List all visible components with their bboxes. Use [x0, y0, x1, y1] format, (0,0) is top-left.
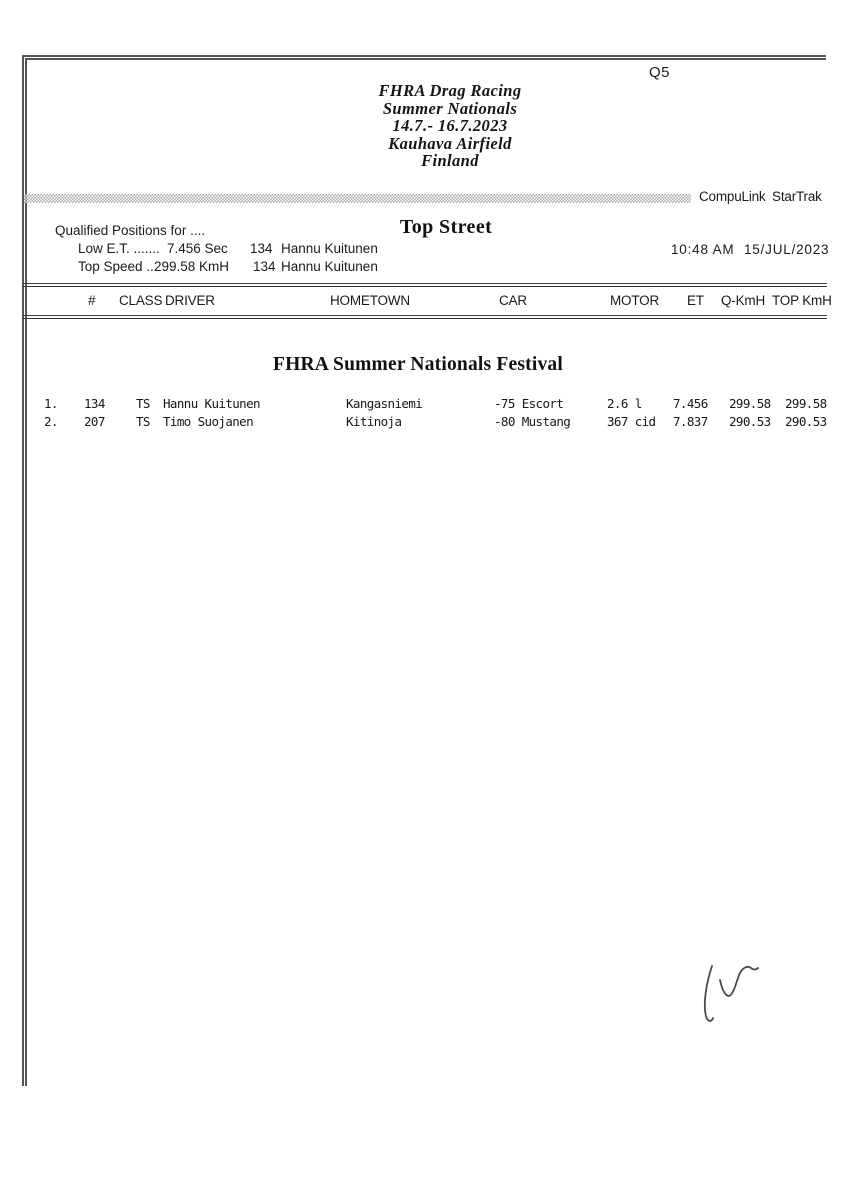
print-date: 15/JUL/2023 [744, 242, 830, 257]
header-rule-top [22, 283, 827, 287]
col-header-driver: DRIVER [165, 293, 215, 308]
col-header-et: ET [687, 293, 704, 308]
cell-et: 7.456 [673, 396, 708, 411]
cell-motor: 367 cid [607, 414, 656, 429]
top-speed-entrant-name: Hannu Kuitunen [281, 259, 378, 274]
col-header-topkmh: TOP KmH [772, 293, 832, 308]
col-header-class: CLASS [119, 293, 163, 308]
handwritten-signature-mark [688, 948, 780, 1040]
col-header-qkmh: Q-KmH [721, 293, 765, 308]
event-header-line2: Summer Nationals [382, 98, 518, 118]
cell-position: 2. [44, 414, 58, 429]
cell-car: -80 Mustang [494, 414, 571, 429]
header-rule-bottom [22, 315, 827, 319]
low-et-entrant-number: 134 [250, 241, 273, 256]
event-header-line1: FHRA Drag Racing [378, 81, 522, 100]
dotted-separator [24, 194, 691, 203]
table-row [0, 414, 848, 432]
top-speed-label: Top Speed ... [78, 259, 158, 274]
low-et-value: 7.456 Sec [167, 241, 228, 256]
top-speed-value: 299.58 KmH [154, 259, 230, 274]
timing-system-brand: CompuLink StarTrak [699, 189, 822, 204]
col-header-car: CAR [499, 293, 527, 308]
page-border-frame [22, 55, 826, 1086]
low-et-entrant-name: Hannu Kuitunen [281, 241, 378, 256]
print-time: 10:48 AM [671, 242, 735, 257]
cell-topkmh: 299.58 [785, 396, 827, 411]
cell-number: 134 [84, 396, 105, 411]
cell-driver: Hannu Kuitunen [163, 396, 260, 411]
cell-driver: Timo Suojanen [163, 414, 254, 429]
event-header [300, 82, 600, 170]
low-et-label: Low E.T. ....... [78, 241, 160, 256]
cell-qkmh: 299.58 [729, 396, 771, 411]
cell-motor: 2.6 l [607, 396, 642, 411]
cell-hometown: Kitinoja [346, 414, 402, 429]
cell-qkmh: 290.53 [729, 414, 771, 429]
festival-section-title: FHRA Summer Nationals Festival [272, 354, 563, 375]
event-header-line3: 14.7.- 16.7.2023 [392, 116, 508, 136]
table-row [0, 396, 848, 414]
col-header-hometown: HOMETOWN [330, 293, 410, 308]
cell-car: -75 Escort [494, 396, 564, 411]
col-header-motor: MOTOR [610, 293, 659, 308]
cell-number: 207 [84, 414, 105, 429]
cell-class: TS [136, 414, 150, 429]
cell-position: 1. [44, 396, 58, 411]
event-header-line5: Finland [421, 151, 479, 171]
event-header-line4: Kauhava Airfield [388, 133, 512, 153]
cell-class: TS [136, 396, 150, 411]
col-header-number: # [88, 293, 96, 308]
qualified-positions-title: Qualified Positions for .... [55, 223, 206, 238]
cell-hometown: Kangasniemi [346, 396, 423, 411]
cell-topkmh: 290.53 [785, 414, 827, 429]
class-title: Top Street [399, 216, 493, 238]
top-speed-entrant-number: 134 [253, 259, 276, 274]
cell-et: 7.837 [673, 414, 708, 429]
round-label: Q5 [649, 64, 671, 81]
